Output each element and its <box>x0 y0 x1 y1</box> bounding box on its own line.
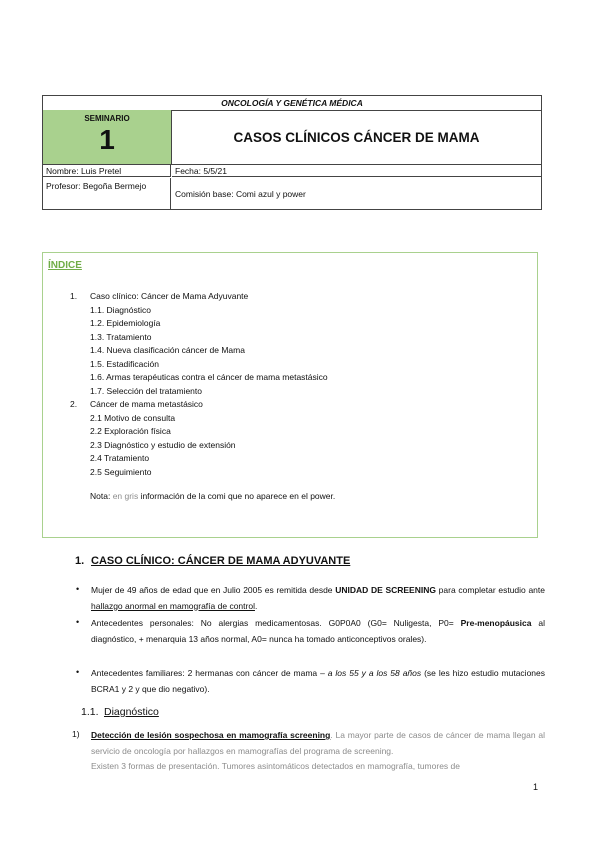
index-item: 1.1. Diagnóstico <box>90 304 151 315</box>
lecture-date: Fecha: 5/5/21 <box>172 165 541 177</box>
index-item: 1.2. Epidemiología <box>90 318 161 328</box>
text-run: Antecedentes familiares: 2 hermanas con cáncer de mama – <box>91 668 328 678</box>
seminar-number: 1 <box>99 124 115 155</box>
course-title: ONCOLOGÍA Y GENÉTICA MÉDICA <box>43 96 541 111</box>
index-item: 2.2 Exploración física <box>90 426 171 436</box>
text-run: hallazgo anormal en mamografía de control <box>91 600 255 611</box>
text-run: al diagnóstico, + menarquia 13 años normal, A0= nunca ha tomado anticonceptivos orales). <box>91 618 545 644</box>
subsection-title: Diagnóstico <box>104 706 159 718</box>
text-run: (se les hizo estudio mutaciones BCRA1 y 2 y que dio negativo). <box>91 668 546 694</box>
index-item: 2.5 Seguimiento <box>90 466 152 477</box>
index-item: 1.6. Armas terapéuticas contra el cáncer de mama metastásico <box>90 372 328 382</box>
commission-info: Comisión base: Comi azul y power <box>175 188 306 199</box>
index-note <box>90 490 335 504</box>
index-item: 1.7. Selección del tratamiento <box>90 385 202 396</box>
section-title: CASO CLÍNICO: CÁNCER DE MAMA ADYUVANTE <box>91 555 351 567</box>
index-item: Caso clínico: Cáncer de Mama Adyuvante <box>90 291 249 301</box>
document-title: CASOS CLÍNICOS CÁNCER DE MAMA <box>172 110 541 165</box>
header-table <box>42 95 542 210</box>
paragraph-referral <box>91 583 545 614</box>
bullet-icon: • <box>76 584 80 594</box>
bullet-icon: • <box>76 617 80 627</box>
index-item-num: 1. <box>70 291 78 301</box>
seminar-label: SEMINARIO <box>84 114 130 123</box>
seminar-cell <box>43 110 172 165</box>
text-run: . La mayor parte de casos de cáncer de mama llegan al servicio de oncología por hallazgos en mamografías del programa de screening. <box>91 730 545 756</box>
index-item: 1.4. Nueva clasificación cáncer de Mama <box>90 345 245 355</box>
professor-name: Profesor: Begoña Bermejo <box>43 178 171 209</box>
index-item-num: 2. <box>70 399 78 409</box>
text-run: para completar estudio ante <box>435 585 545 595</box>
paragraph-detection <box>91 728 545 775</box>
subsection-number: 1.1. <box>81 706 99 718</box>
text-run: Existen 3 formas de presentación. Tumores asintomáticos detectados en mamografía, tumores de <box>91 761 460 771</box>
note-gray: en gris <box>112 491 139 501</box>
index-item: 2.4 Tratamiento <box>90 453 150 463</box>
index-item: 1.5. Estadificación <box>90 358 159 369</box>
page-number: 1 <box>533 782 539 792</box>
text-run: UNIDAD DE SCREENING <box>335 585 436 595</box>
text-run: Detección de lesión sospechosa en mamografía screening <box>91 730 331 740</box>
index-item: Cáncer de mama metastásico <box>90 399 203 409</box>
index-item: 1.3. Tratamiento <box>90 331 152 342</box>
note-suffix: información de la comi que no aparece en el power. <box>138 491 336 501</box>
text-run: a los 55 y a los 58 años <box>327 668 422 678</box>
text-run: . <box>254 600 258 611</box>
index-item: 2.3 Diagnóstico y estudio de extensión <box>90 439 236 450</box>
paragraph-family-history <box>91 666 545 697</box>
note-prefix: Nota: <box>90 491 113 501</box>
text-run: Antecedentes personales: No alergias medicamentosas. G0P0A0 (G0= Nuligesta, P0= <box>91 618 461 628</box>
list-item-number: 1) <box>72 729 80 739</box>
paragraph-personal-history <box>91 616 545 647</box>
student-name: Nombre: Luis Pretel <box>43 165 171 177</box>
section-number: 1. <box>75 555 85 567</box>
bullet-icon: • <box>76 667 80 677</box>
text-run: Mujer de 49 años de edad que en Julio 2005 es remitida desde <box>91 585 336 595</box>
index-item: 2.1 Motivo de consulta <box>90 412 176 423</box>
text-run: Pre-menopáusica <box>460 618 532 628</box>
index-title: ÍNDICE <box>48 260 82 271</box>
